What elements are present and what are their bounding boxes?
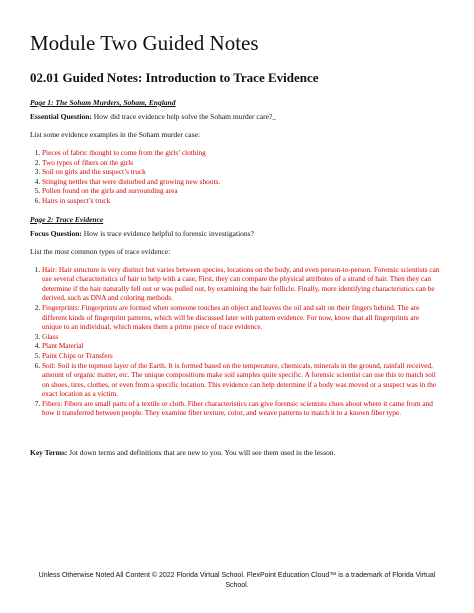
page1-heading: Page 1: The Soham Murders, Soham, England bbox=[30, 98, 176, 107]
list-item: 3. Soil on girls and the suspect’s truck bbox=[42, 167, 440, 177]
list-item: 1. Hair: Hair structure is very distinct but varies between species, locations on the body, and even person-to-person. Forensic scientists can use several characteristics of hair to help with a case, First, they can compare the physical attributes of a strand of hair. Then they can determine if the hair naturally fell out or was pulled out, by examining the hair follicle. Finally, more identifying characteristics can be derived, such as DNA and coloring methods. bbox=[42, 265, 440, 303]
key-terms bbox=[30, 448, 440, 458]
page1-prompt: List some evidence examples in the Soham murder case: bbox=[30, 130, 200, 139]
list-item: 7. Fibers: Fibers are small parts of a textile or cloth. Fiber characteristics can give forensic scientists clues about where it came from and how it transferred between people. They examine fiber texture, color, and weave patterns to match it to a known fiber type. bbox=[42, 399, 440, 418]
key-terms-label: Key Terms: bbox=[30, 448, 68, 458]
section-subtitle: 02.01 Guided Notes: Introduction to Trace Evidence bbox=[30, 70, 319, 85]
list-item: 2. Fingerprints: Fingerprints are formed when someone touches an object and leaves the oil and salt on their fingers behind. The are different kinds of fingerprint patterns, which will be discussed later with pattern evidence. For now, know that all fingerprints are unique to an individual, which makes them a prime piece of trace evidence. bbox=[42, 303, 440, 332]
list-item: 2. Two types of fibers on the girls bbox=[42, 158, 440, 168]
focus-question-text: How is trace evidence helpful to forensic investigations? bbox=[81, 228, 254, 238]
page2-prompt: List the most common types of trace evidence: bbox=[30, 246, 171, 256]
essential-question-text: How did trace evidence help solve the Soham murder care?_ bbox=[91, 112, 276, 121]
key-terms-text: Jot down terms and definitions that are new to you. You will see them used in the lesson. bbox=[67, 448, 336, 458]
essential-question-label: Essential Question: bbox=[30, 112, 92, 121]
list-item: 5. Paint Chips or Transfers bbox=[42, 351, 440, 361]
essential-question bbox=[30, 112, 440, 122]
list-item: 4. Stinging nettles that were disturbed and growing new shoots. bbox=[42, 177, 440, 187]
trace-evidence-list bbox=[30, 265, 440, 419]
footer-copyright: Unless Otherwise Noted All Content © 2022 Florida Virtual School. FlexPoint Education Cloud™ is a trademark of Florida Virtual School. bbox=[38, 572, 436, 589]
list-item: 4. Plant Material bbox=[42, 341, 440, 351]
focus-question-label: Focus Question: bbox=[30, 228, 82, 238]
list-item: 6. Soil: Soil is the topmost layer of the Earth. It is formed based on the temperature, chemicals, minerals in the ground, rainfall received, amount of organic matter, etc. The unique compositions make soil samples quite specific. A forensic scientist can use this to match soil on shoes, tires, clothes, or even from a specific location. This evidence can help determine if a body was moved or a suspect was in the exact location as a victim. bbox=[42, 361, 440, 399]
list-item: 5. Pollen found on the girls and surrounding area bbox=[42, 186, 440, 196]
focus-question bbox=[30, 229, 440, 239]
soham-evidence-list bbox=[30, 148, 440, 206]
page2-heading: Page 2: Trace Evidence bbox=[30, 214, 104, 224]
list-item: 1. Pieces of fabric thought to come from the girls’ clothing bbox=[42, 148, 440, 158]
page-title: Module Two Guided Notes bbox=[30, 31, 259, 55]
list-item: 6. Hairs in suspect’s truck bbox=[42, 196, 440, 206]
list-item: 3. Glass bbox=[42, 332, 440, 342]
